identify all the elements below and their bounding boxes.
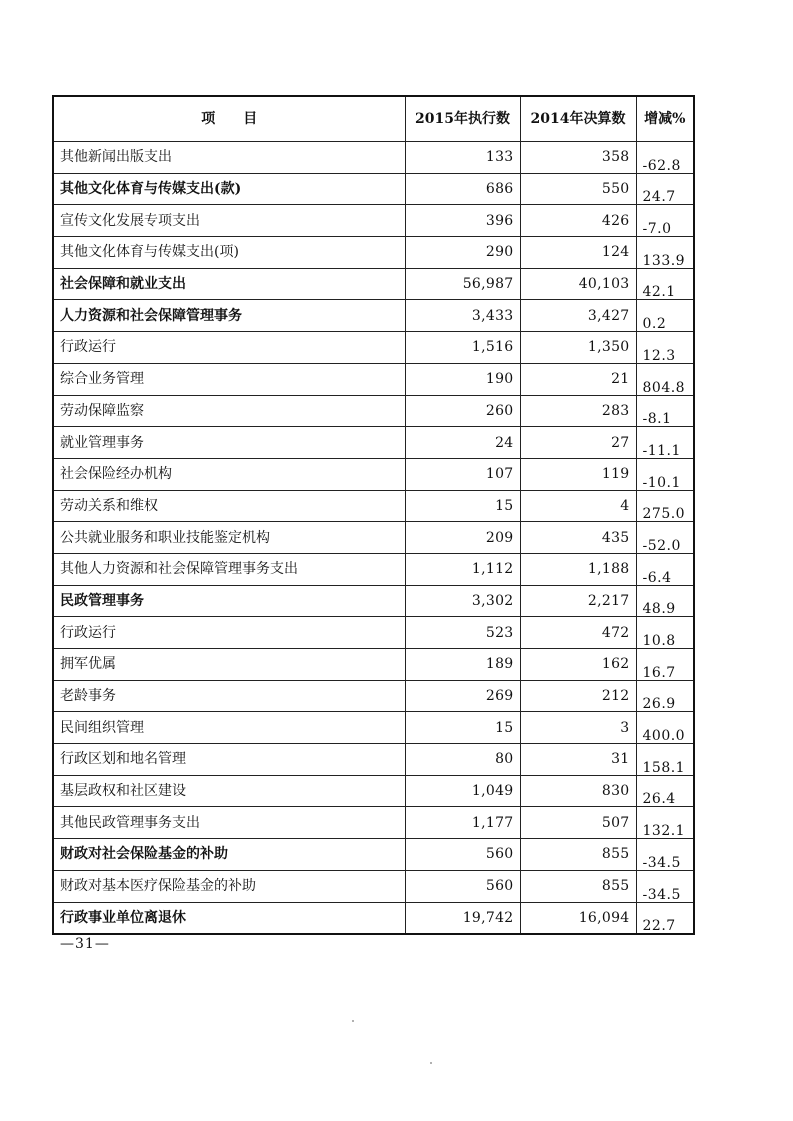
- row-change-percent: -11.1: [636, 427, 694, 459]
- row-change-percent: 133.9: [636, 237, 694, 269]
- scan-speck: [430, 1062, 432, 1064]
- row-value-2015: 189: [405, 649, 520, 681]
- row-value-2015: 290: [405, 237, 520, 269]
- row-item-label: 就业管理事务: [53, 427, 405, 459]
- table-row: [53, 902, 694, 934]
- row-item-label: 社会保障和就业支出: [53, 268, 405, 300]
- row-item-label: 拥军优属: [53, 649, 405, 681]
- row-change-percent: 48.9: [636, 585, 694, 617]
- row-item-label: 其他民政管理事务支出: [53, 807, 405, 839]
- row-item-label: 社会保险经办机构: [53, 458, 405, 490]
- row-change-percent: 804.8: [636, 363, 694, 395]
- row-item-label: 其他人力资源和社会保障管理事务支出: [53, 553, 405, 585]
- table-row: [53, 142, 694, 174]
- row-value-2014: 830: [520, 775, 636, 807]
- row-value-2015: 190: [405, 363, 520, 395]
- row-value-2014: 472: [520, 617, 636, 649]
- row-value-2015: 80: [405, 744, 520, 776]
- row-item-label: 综合业务管理: [53, 363, 405, 395]
- header-2014: 2014年决算数: [520, 96, 636, 142]
- row-value-2015: 24: [405, 427, 520, 459]
- row-item-label: 劳动关系和维权: [53, 490, 405, 522]
- row-value-2015: 1,049: [405, 775, 520, 807]
- page-number: —31—: [60, 936, 110, 952]
- row-change-percent: 26.4: [636, 775, 694, 807]
- row-change-percent: -34.5: [636, 839, 694, 871]
- table-row: [53, 712, 694, 744]
- row-value-2014: 31: [520, 744, 636, 776]
- table-row: [53, 490, 694, 522]
- table-row: [53, 173, 694, 205]
- row-value-2014: 507: [520, 807, 636, 839]
- row-value-2014: 124: [520, 237, 636, 269]
- row-value-2014: 855: [520, 870, 636, 902]
- table-row: [53, 870, 694, 902]
- row-change-percent: -6.4: [636, 553, 694, 585]
- row-item-label: 行政区划和地名管理: [53, 744, 405, 776]
- row-change-percent: 10.8: [636, 617, 694, 649]
- row-item-label: 民政管理事务: [53, 585, 405, 617]
- row-value-2015: 133: [405, 142, 520, 174]
- row-value-2014: 4: [520, 490, 636, 522]
- row-value-2015: 1,112: [405, 553, 520, 585]
- row-value-2014: 426: [520, 205, 636, 237]
- row-value-2014: 27: [520, 427, 636, 459]
- row-value-2015: 560: [405, 839, 520, 871]
- row-value-2015: 209: [405, 522, 520, 554]
- row-value-2015: 56,987: [405, 268, 520, 300]
- row-item-label: 宣传文化发展专项支出: [53, 205, 405, 237]
- table-row: [53, 300, 694, 332]
- row-value-2015: 3,433: [405, 300, 520, 332]
- row-change-percent: 12.3: [636, 332, 694, 364]
- table-row: [53, 649, 694, 681]
- row-change-percent: 158.1: [636, 744, 694, 776]
- row-value-2014: 855: [520, 839, 636, 871]
- row-value-2015: 3,302: [405, 585, 520, 617]
- row-value-2014: 40,103: [520, 268, 636, 300]
- table-body: [53, 142, 694, 935]
- table-row: [53, 617, 694, 649]
- row-value-2014: 3: [520, 712, 636, 744]
- row-value-2014: 119: [520, 458, 636, 490]
- row-change-percent: 275.0: [636, 490, 694, 522]
- row-value-2015: 19,742: [405, 902, 520, 934]
- row-value-2014: 550: [520, 173, 636, 205]
- row-value-2015: 686: [405, 173, 520, 205]
- table-row: [53, 395, 694, 427]
- row-item-label: 基层政权和社区建设: [53, 775, 405, 807]
- row-item-label: 其他文化体育与传媒支出(款): [53, 173, 405, 205]
- row-value-2015: 269: [405, 680, 520, 712]
- table-header: [53, 96, 694, 142]
- row-value-2014: 1,188: [520, 553, 636, 585]
- table-row: [53, 427, 694, 459]
- scan-speck: [352, 1020, 354, 1022]
- row-value-2015: 1,177: [405, 807, 520, 839]
- table-row: [53, 268, 694, 300]
- row-item-label: 行政运行: [53, 617, 405, 649]
- row-change-percent: -10.1: [636, 458, 694, 490]
- row-change-percent: 132.1: [636, 807, 694, 839]
- row-change-percent: -8.1: [636, 395, 694, 427]
- row-value-2015: 15: [405, 712, 520, 744]
- row-value-2015: 1,516: [405, 332, 520, 364]
- table-row: [53, 553, 694, 585]
- row-change-percent: 22.7: [636, 902, 694, 934]
- row-item-label: 行政运行: [53, 332, 405, 364]
- row-item-label: 民间组织管理: [53, 712, 405, 744]
- row-item-label: 人力资源和社会保障管理事务: [53, 300, 405, 332]
- row-value-2015: 560: [405, 870, 520, 902]
- table-row: [53, 205, 694, 237]
- table-row: [53, 332, 694, 364]
- row-item-label: 行政事业单位离退休: [53, 902, 405, 934]
- row-change-percent: 26.9: [636, 680, 694, 712]
- table-row: [53, 363, 694, 395]
- row-value-2015: 260: [405, 395, 520, 427]
- table-row: [53, 237, 694, 269]
- header-change: 增减%: [636, 96, 694, 142]
- row-value-2014: 2,217: [520, 585, 636, 617]
- row-item-label: 老龄事务: [53, 680, 405, 712]
- row-value-2015: 107: [405, 458, 520, 490]
- table-row: [53, 585, 694, 617]
- row-value-2014: 3,427: [520, 300, 636, 332]
- row-item-label: 其他文化体育与传媒支出(项): [53, 237, 405, 269]
- row-value-2015: 396: [405, 205, 520, 237]
- budget-table: [52, 95, 695, 935]
- row-value-2014: 358: [520, 142, 636, 174]
- row-value-2014: 16,094: [520, 902, 636, 934]
- row-change-percent: 42.1: [636, 268, 694, 300]
- row-change-percent: -7.0: [636, 205, 694, 237]
- row-value-2014: 212: [520, 680, 636, 712]
- row-change-percent: -34.5: [636, 870, 694, 902]
- header-item: 项 目: [53, 96, 405, 142]
- row-item-label: 财政对社会保险基金的补助: [53, 839, 405, 871]
- row-value-2014: 283: [520, 395, 636, 427]
- row-change-percent: -62.8: [636, 142, 694, 174]
- header-row: [53, 96, 694, 142]
- row-change-percent: 24.7: [636, 173, 694, 205]
- row-change-percent: 16.7: [636, 649, 694, 681]
- row-value-2014: 21: [520, 363, 636, 395]
- row-item-label: 财政对基本医疗保险基金的补助: [53, 870, 405, 902]
- row-value-2014: 435: [520, 522, 636, 554]
- row-value-2014: 162: [520, 649, 636, 681]
- row-change-percent: 0.2: [636, 300, 694, 332]
- table-row: [53, 522, 694, 554]
- table-row: [53, 680, 694, 712]
- row-item-label: 公共就业服务和职业技能鉴定机构: [53, 522, 405, 554]
- table-row: [53, 775, 694, 807]
- row-change-percent: -52.0: [636, 522, 694, 554]
- row-change-percent: 400.0: [636, 712, 694, 744]
- row-item-label: 其他新闻出版支出: [53, 142, 405, 174]
- table-row: [53, 458, 694, 490]
- table-row: [53, 744, 694, 776]
- table-row: [53, 839, 694, 871]
- row-value-2015: 523: [405, 617, 520, 649]
- row-item-label: 劳动保障监察: [53, 395, 405, 427]
- row-value-2014: 1,350: [520, 332, 636, 364]
- table-row: [53, 807, 694, 839]
- header-2015: 2015年执行数: [405, 96, 520, 142]
- row-value-2015: 15: [405, 490, 520, 522]
